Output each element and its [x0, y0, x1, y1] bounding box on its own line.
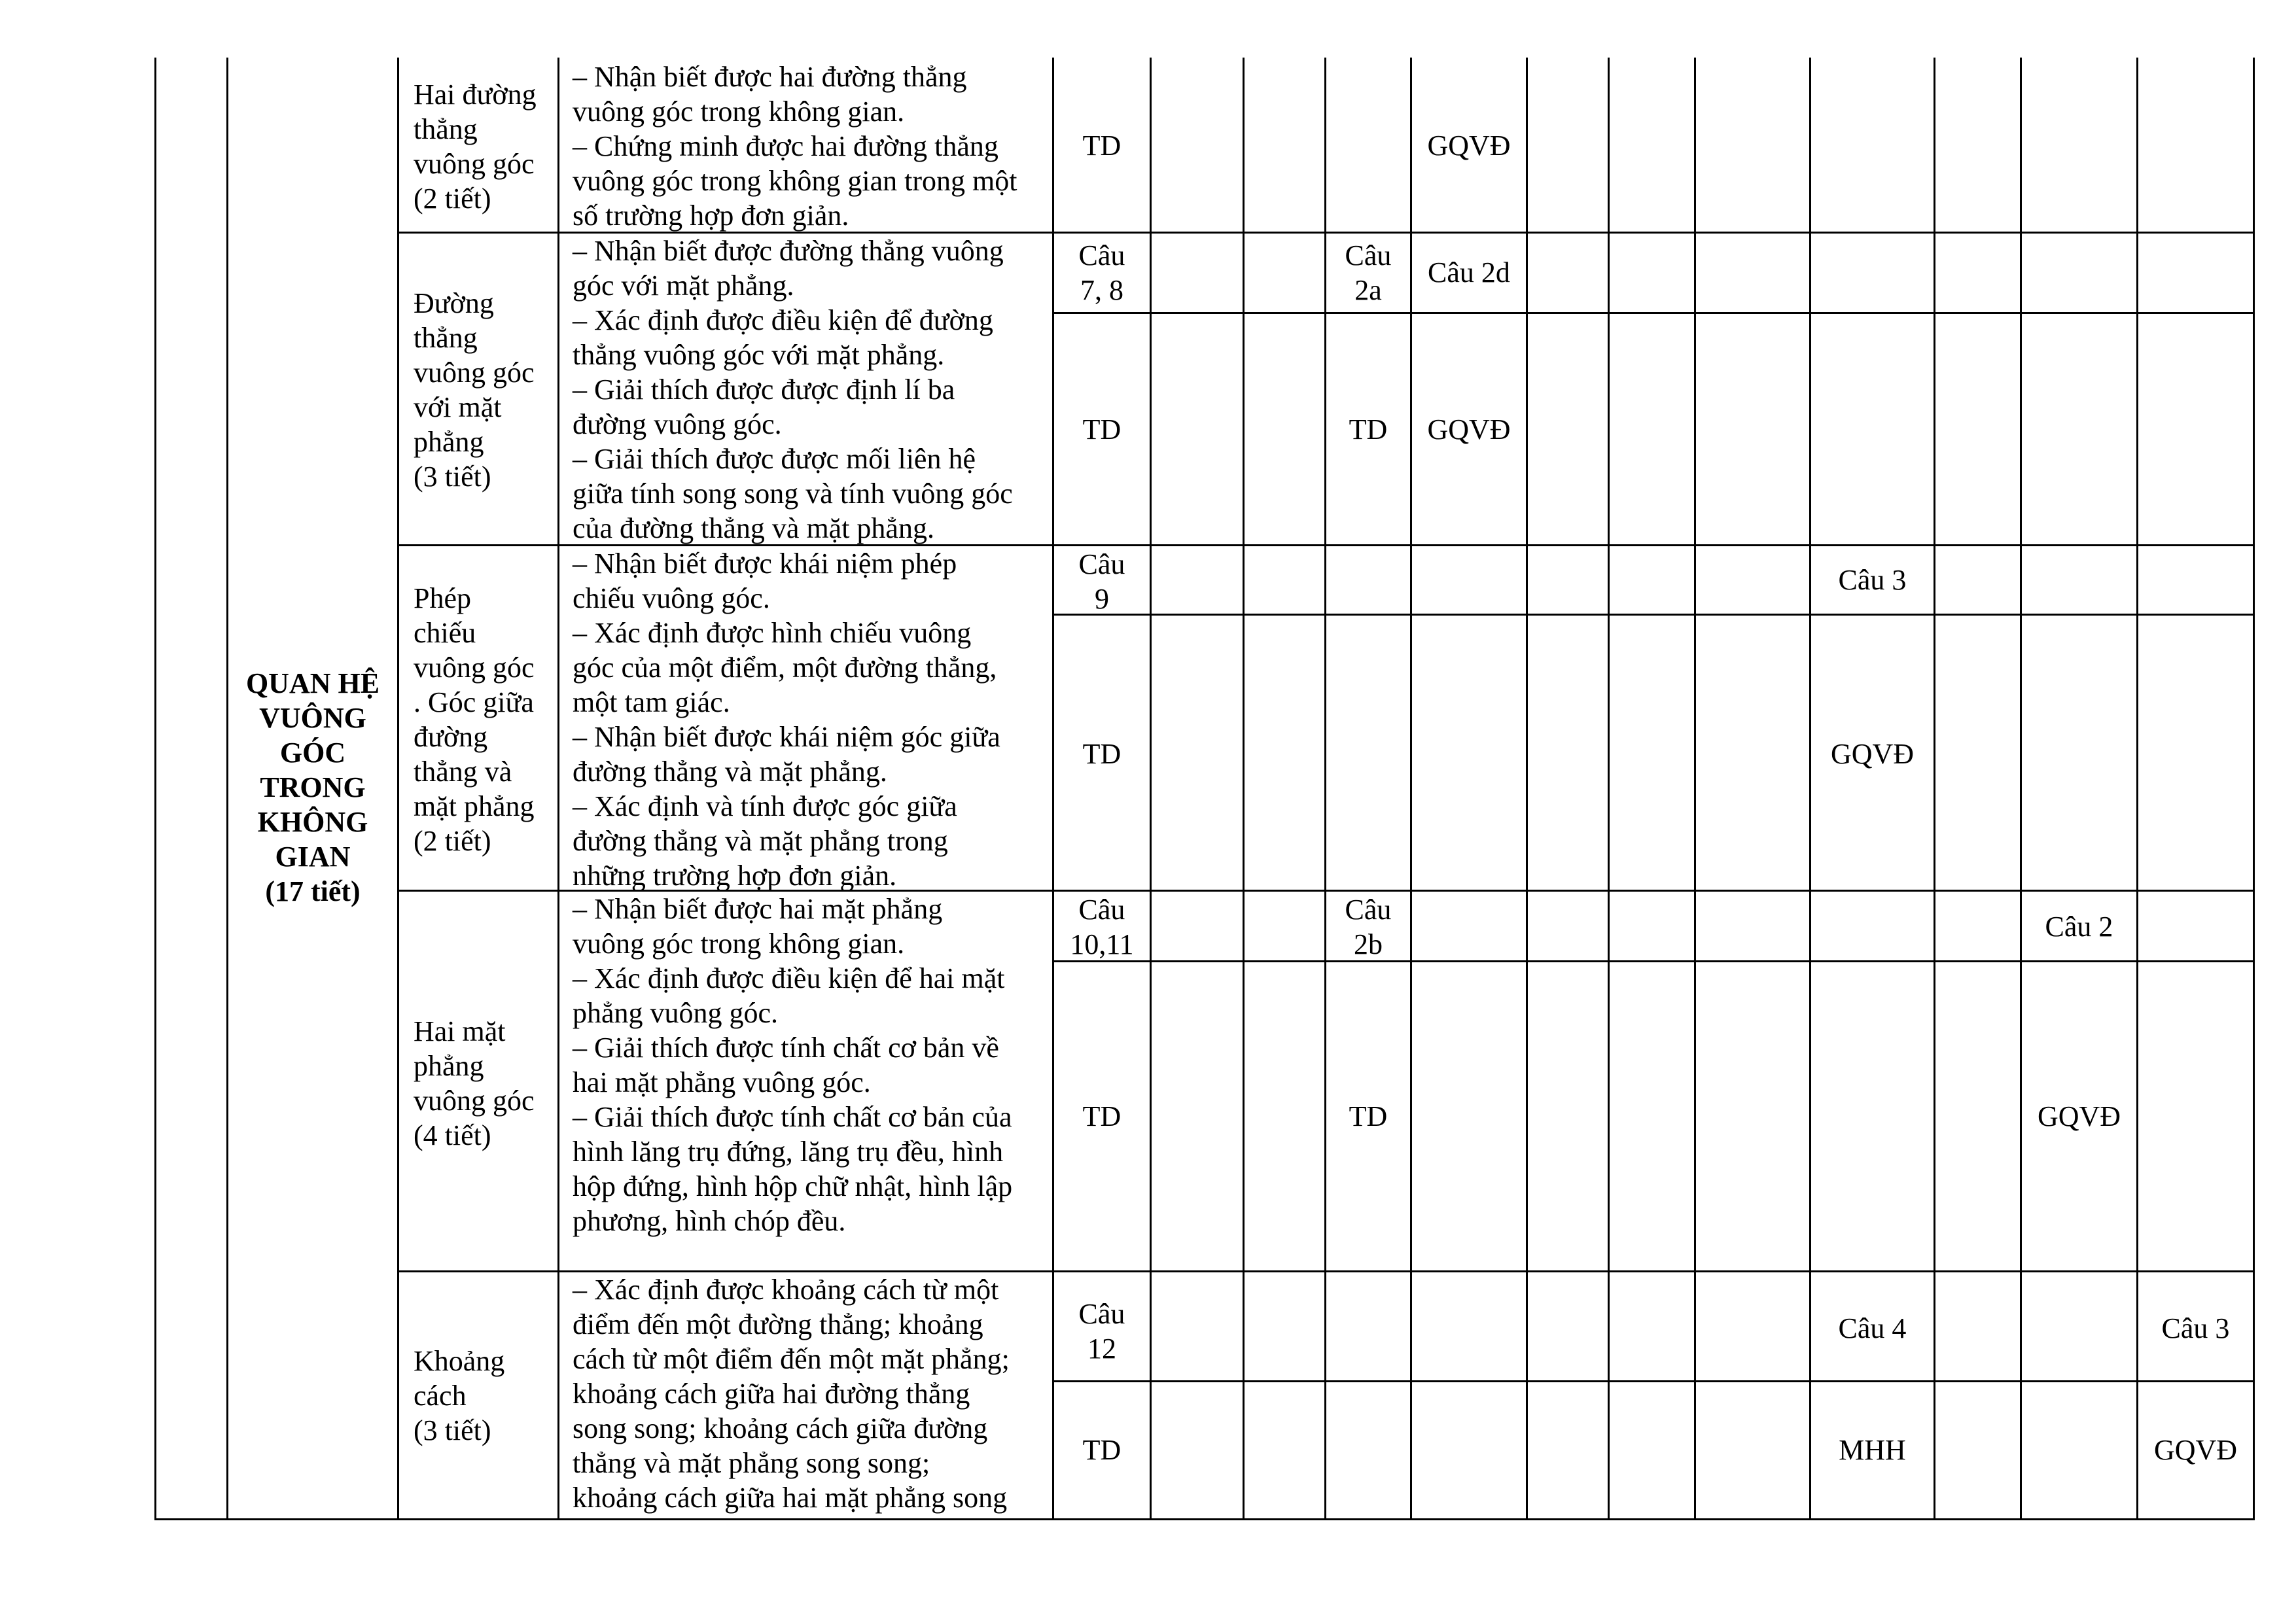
lesson-requirements: – Nhận biết được khái niệm phép chiếu vuông góc. – Xác định được hình chiếu vuông góc của một điểm, một đường thẳng, một tam giác. – Nhận biết được khái niệm góc giữa đường thẳng và mặt phẳng. – Xác định và tính được góc giữa đường thẳng và mặt phẳng trong những trường hợp đơn giản. — [573, 548, 1000, 892]
lesson-requirements: – Nhận biết được đường thẳng vuông góc với mặt phẳng. – Xác định được điều kiện để đường thẳng vuông góc với mặt phẳng. – Giải thích được được định lí ba đường vuông góc. – Giải thích được được mối liên hệ giữa tính song song và tính vuông góc của đường thẳng và mặt phẳng. — [573, 235, 1013, 544]
cell-level-1: TD — [1082, 1434, 1122, 1466]
cell-level-1: Câu 10,11 — [1070, 894, 1134, 960]
cell-level-9: MHH — [1839, 1434, 1906, 1466]
cell-level-1: TD — [1082, 413, 1122, 445]
lesson-name: Hai đường thẳng vuông góc (2 tiết) — [414, 79, 537, 215]
cell-level-11: GQVĐ — [2037, 1100, 2121, 1132]
cell-level-4: TD — [1349, 1100, 1388, 1132]
lesson-requirements: – Nhận biết được hai đường thẳng vuông góc trong không gian. – Chứng minh được hai đường thẳng vuông góc trong không gian trong một số trường hợp đơn giản. — [573, 61, 1017, 232]
lesson-name: Đường thẳng vuông góc với mặt phẳng (3 tiết) — [414, 287, 535, 493]
cell-level-5: Câu 2d — [1428, 256, 1510, 288]
cell-level-5: GQVĐ — [1427, 130, 1511, 162]
cell-level-1: Câu 9 — [1078, 548, 1125, 615]
cell-level-4: Câu 2b — [1345, 894, 1392, 960]
cell-level-9: Câu 4 — [1838, 1312, 1907, 1344]
cell-level-1: Câu 7, 8 — [1078, 239, 1125, 306]
lesson-requirements: – Nhận biết được hai mặt phẳng vuông góc trong không gian. – Xác định được điều kiện để hai mặt phẳng vuông góc. – Giải thích được tính chất cơ bản về hai mặt phẳng vuông góc. – Giải thích được tính chất cơ bản của hình lăng trụ đứng, lăng trụ đều, hình hộp đứng, hình hộp chữ nhật, hình lập phương, hình chóp đều. — [573, 893, 1013, 1237]
cell-level-9: GQVĐ — [1830, 738, 1915, 770]
cell-level-12: Câu 3 — [2161, 1312, 2230, 1344]
lesson-name: Hai mặt phẳng vuông góc (4 tiết) — [414, 1015, 535, 1151]
lesson-name: Phép chiếu vuông góc . Góc giữa đường thẳng và mặt phẳng (2 tiết) — [414, 582, 535, 857]
cell-level-5: GQVĐ — [1427, 413, 1511, 445]
lesson-requirements: – Xác định được khoảng cách từ một điểm đến một đường thẳng; khoảng cách từ một điểm đến một mặt phẳng; khoảng cách giữa hai đường thẳng song song; khoảng cách giữa đường thẳng và mặt phẳng song song; khoảng cách giữa hai mặt phẳng song — [573, 1274, 1010, 1514]
lesson-name: Khoảng cách (3 tiết) — [414, 1345, 505, 1446]
cell-level-1: Câu 12 — [1078, 1298, 1125, 1365]
cell-level-9: Câu 3 — [1838, 564, 1907, 596]
cell-level-4: TD — [1349, 413, 1388, 445]
cell-level-1: TD — [1082, 130, 1122, 162]
cell-level-11: Câu 2 — [2045, 911, 2113, 943]
cell-level-1: TD — [1082, 738, 1122, 770]
cell-level-12: GQVĐ — [2153, 1434, 2238, 1466]
cell-level-4: Câu 2a — [1345, 239, 1392, 306]
topic-title: QUAN HỆ VUÔNG GÓC TRONG KHÔNG GIAN (17 tiết) — [245, 667, 380, 907]
cell-level-1: TD — [1082, 1100, 1122, 1132]
